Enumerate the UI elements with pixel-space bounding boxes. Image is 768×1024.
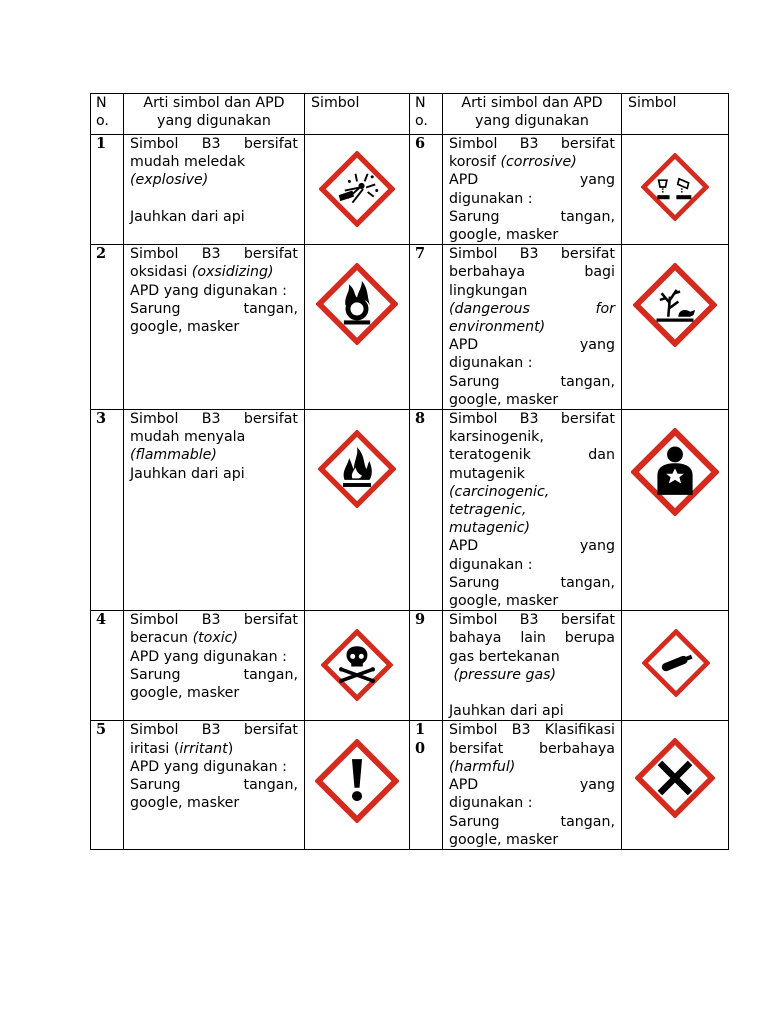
environment-icon [633,263,717,347]
corrosive-icon [641,153,709,221]
flammable-icon [318,430,396,508]
desc-line: mutagenic) [449,520,531,537]
desc-term: (corrosive) [500,154,577,171]
desc-line: digunakan : [449,795,533,812]
header-no2-line2: o. [415,113,428,130]
row-number: 3 [91,410,124,611]
desc-line: google, masker [130,685,240,702]
header-no2-line1: N [415,95,426,111]
desc-term: (oxsidizing) [191,264,274,281]
desc-line: google, masker [130,795,240,812]
desc-line: mudah meledak [130,154,246,171]
header-desc2-line1: Arti simbol dan APD [461,95,603,111]
header-no-line1: N [96,95,107,111]
desc-line: environment) [449,319,546,336]
desc-line: berbahaya bagi [449,264,615,281]
desc-text: oksidasi [130,264,192,281]
desc-line: google, masker [449,391,559,408]
desc-line: APD yang [449,538,615,555]
row-number: 5 [91,721,124,849]
table-header-row [91,94,729,135]
header-no-2 [410,94,443,135]
desc-line: Simbol B3 bersifat [130,136,298,152]
symbol-cell [622,721,729,849]
desc-line: (pressure gas) [449,666,557,683]
desc-line: Simbol B3 bersifat [130,612,298,629]
row-description [443,135,622,245]
symbol-cell [622,135,729,245]
desc-blank-line [449,684,615,702]
row-description [443,410,622,611]
desc-line: Simbol B3 bersifat [449,612,615,629]
table-row [91,245,729,410]
desc-line: digunakan : [449,355,533,372]
desc-line: gas bertekanan [449,648,560,665]
desc-line: Sarung tangan, [449,813,615,830]
desc-line [130,629,298,647]
table-row [91,135,729,245]
desc-line: google, masker [449,593,559,610]
desc-line: Sarung tangan, [449,373,615,390]
desc-line: bahaya lain berupa [449,630,615,647]
desc-line: (flammable) [130,447,217,464]
row-number-line: 0 [415,739,426,757]
desc-line: digunakan : [449,556,533,573]
desc-text: korosif [449,154,501,171]
desc-text: iritasi ( [130,740,180,757]
table-row [91,410,729,611]
desc-line: APD yang [449,337,615,354]
header-description-2 [443,94,622,135]
symbol-cell [305,410,410,611]
desc-blank-line [130,190,298,208]
row-description [124,245,305,410]
desc-line: Simbol B3 Klasifikasi [449,722,615,739]
desc-line: mutagenik [449,465,525,482]
desc-line: google, masker [130,319,240,336]
desc-line: Jauhkan dari api [449,703,564,720]
row-number: 2 [91,245,124,410]
desc-line: teratogenik dan [449,447,615,464]
desc-line: (explosive) [130,172,209,189]
row-description [443,245,622,410]
row-number: 6 [410,135,443,245]
row-description [124,135,305,245]
desc-line: lingkungan [449,282,528,299]
desc-line: Simbol B3 bersifat [130,722,298,739]
table-row [91,611,729,721]
desc-line: APD yang [449,172,615,189]
desc-line [449,153,615,171]
desc-line: (dangerous for [449,300,615,317]
desc-line: tetragenic, [449,502,527,519]
desc-line: Jauhkan dari api [130,208,245,225]
desc-text: beracun [130,630,193,647]
desc-line: Sarung tangan, [130,777,298,794]
table-row [91,721,729,849]
desc-line: APD yang digunakan : [130,758,287,775]
desc-line: Simbol B3 bersifat [449,246,615,263]
symbol-cell [622,410,729,611]
symbol-cell [305,245,410,410]
symbol-cell [305,721,410,849]
header-desc-line1: Arti simbol dan APD [143,95,285,111]
explosive-icon [319,151,395,227]
desc-line: (harmful) [449,758,516,775]
row-description [124,721,305,849]
harmful-icon [635,738,715,818]
row-description [124,410,305,611]
desc-line: google, masker [449,831,559,848]
row-number: 4 [91,611,124,721]
desc-line: APD yang digunakan : [130,282,287,299]
symbol-cell [305,135,410,245]
exclamation-icon [315,739,399,823]
desc-line: (carcinogenic, [449,483,550,500]
symbol-cell [305,611,410,721]
desc-line: mudah menyala [130,429,246,446]
desc-line: APD yang digunakan : [130,648,287,665]
health-hazard-icon [631,428,719,516]
toxic-icon [321,629,393,701]
row-description [443,721,622,849]
row-description [124,611,305,721]
row-number-line: 1 [415,721,426,739]
header-desc2-line2: yang digunakan [475,113,589,130]
desc-line: bersifat berbahaya [449,740,615,757]
header-symbol: Simbol [305,94,410,135]
desc-line: digunakan : [449,190,533,207]
desc-line [130,740,298,758]
row-number: 1 [91,135,124,245]
desc-line: APD yang [449,777,615,794]
symbol-cell [622,245,729,410]
row-description [443,611,622,721]
desc-line: Simbol B3 bersifat [130,411,298,428]
desc-line: Sarung tangan, [449,208,615,225]
desc-line: karsinogenik, [449,429,544,446]
desc-line: Simbol B3 bersifat [449,136,615,152]
gas-cylinder-icon [642,629,710,697]
desc-line: google, masker [449,227,559,244]
header-no-line2: o. [96,113,109,130]
row-number: 9 [410,611,443,721]
b3-symbol-table [90,93,729,850]
desc-text: ) [227,740,234,757]
row-number [410,721,443,849]
header-description [124,94,305,135]
desc-line: Simbol B3 bersifat [449,411,615,428]
desc-line: Sarung tangan, [130,300,298,317]
oxidizing-icon [316,263,398,345]
desc-line: Sarung tangan, [130,666,298,683]
header-desc-line2: yang digunakan [157,113,271,130]
desc-term: (toxic) [192,630,239,647]
header-no [91,94,124,135]
desc-line: Simbol B3 bersifat [130,246,298,263]
desc-term: irritant [179,740,228,757]
symbol-cell [622,611,729,721]
row-number: 7 [410,245,443,410]
row-number: 8 [410,410,443,611]
desc-line: Jauhkan dari api [130,465,245,482]
desc-line: Sarung tangan, [449,574,615,591]
header-symbol-2: Simbol [622,94,729,135]
desc-line [130,263,298,281]
